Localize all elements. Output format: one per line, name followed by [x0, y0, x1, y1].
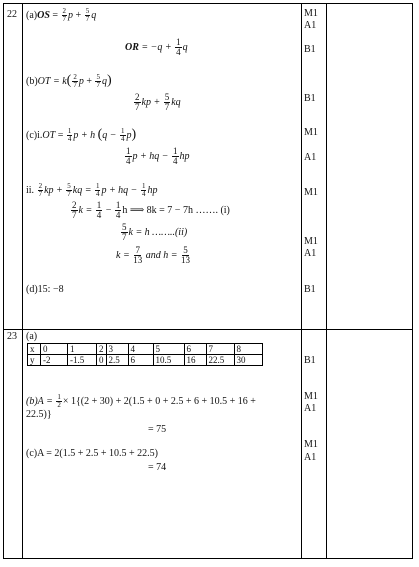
answer-22b-expanded	[133, 93, 181, 112]
numerator: 1	[67, 127, 72, 136]
term: q	[182, 41, 188, 53]
fraction	[175, 38, 182, 57]
numerator: 5	[67, 182, 71, 190]
table-cell: 10.5	[153, 355, 184, 366]
fraction	[164, 93, 171, 112]
table-row-x	[28, 344, 263, 355]
column-divider	[301, 4, 302, 558]
table-cell: -1.5	[68, 355, 97, 366]
fraction	[56, 394, 62, 409]
term: k =	[116, 249, 130, 261]
fraction	[38, 183, 44, 198]
operator: +	[86, 76, 92, 87]
term: = −q +	[141, 41, 172, 53]
term: q −	[102, 130, 117, 141]
table-cell: 7	[206, 344, 234, 355]
term: p	[68, 9, 74, 21]
fraction	[96, 201, 103, 220]
vector-label: OT	[37, 76, 51, 87]
denominator: 13	[180, 255, 190, 265]
numerator: 5	[164, 92, 170, 102]
denominator: 2	[57, 401, 61, 409]
numerator: 1	[173, 146, 178, 156]
equation-ii	[120, 223, 187, 242]
numerator: 2	[62, 7, 67, 15]
denominator: 4	[126, 156, 131, 166]
term: kp +	[44, 184, 63, 196]
table-cell: y	[28, 355, 41, 366]
term: kq =	[72, 184, 92, 196]
fraction	[72, 74, 78, 89]
denominator: 7	[164, 102, 170, 112]
fraction	[181, 246, 190, 265]
term: (b)A =	[26, 395, 53, 407]
fraction	[66, 183, 72, 198]
answer-22b: (b)OT = k( $\frac{2}{7}$ p + $\frac{5}{7}$ q)	[26, 73, 112, 90]
operator: −	[105, 204, 112, 216]
denominator: 4	[96, 210, 102, 220]
table-cell: -2	[41, 355, 68, 366]
row-divider	[4, 329, 412, 330]
fraction	[67, 128, 73, 143]
denominator: 4	[67, 135, 72, 144]
term: hp	[147, 184, 158, 196]
table-cell: 2.5	[106, 355, 128, 366]
table-cell: 0	[41, 344, 68, 355]
mark: A1	[304, 403, 317, 414]
numerator: 7	[135, 245, 140, 255]
table-cell: 8	[234, 344, 262, 355]
term: q	[101, 76, 107, 87]
answer-22c-i: (c)i.OT = $\frac{1}{4}$ p + h (q − $\frac{1}{4}$ p)	[26, 127, 137, 144]
denominator: 7	[62, 15, 67, 23]
mark: A1	[304, 152, 317, 163]
operator: +	[75, 9, 82, 21]
table-cell: 3	[106, 344, 128, 355]
term: q	[91, 9, 97, 21]
part-label: (c)i.	[26, 130, 43, 141]
term: p	[126, 130, 132, 141]
numerator: 2	[135, 92, 140, 102]
term: kp +	[141, 96, 161, 108]
table-cell: x	[28, 344, 41, 355]
table-cell: 6	[184, 344, 206, 355]
answer-22-or	[125, 38, 188, 57]
mark: A1	[304, 452, 317, 463]
term: p + hq −	[132, 150, 169, 162]
answer-23c: (c)A = 2(1.5 + 2.5 + 10.5 + 22.5)	[26, 448, 158, 459]
table-cell: 0	[97, 355, 107, 366]
mark: M1	[304, 236, 318, 247]
denominator: 4	[95, 190, 100, 198]
fraction	[121, 223, 128, 242]
denominator: 13	[133, 255, 143, 265]
mark: M1	[304, 187, 318, 198]
numerator: 5	[122, 222, 127, 232]
table-cell: 30	[234, 355, 262, 366]
equals: =	[52, 9, 59, 21]
table-cell: 1	[68, 344, 97, 355]
mark: M1	[304, 8, 318, 19]
mark: M1	[304, 127, 318, 138]
numerator: 1	[121, 127, 125, 136]
fraction	[95, 183, 101, 198]
answer-22c-ii	[26, 183, 157, 198]
numerator: 5	[96, 73, 100, 82]
denominator: 4	[176, 47, 181, 57]
denominator: 4	[173, 156, 178, 166]
numerator: 2	[73, 73, 77, 82]
fraction	[62, 8, 68, 23]
mark: B1	[304, 93, 316, 104]
question-number: 23	[7, 331, 17, 342]
denominator: 7	[85, 15, 90, 23]
answer-22c-expanded	[124, 147, 190, 166]
denominator: 7	[72, 210, 77, 220]
mark: M1	[304, 439, 318, 450]
term: k = h ……..(ii)	[128, 226, 188, 238]
term: p + hq −	[101, 184, 138, 196]
vector-label: OS	[37, 9, 50, 21]
table-cell: 4	[128, 344, 153, 355]
part-label: ii.	[26, 184, 35, 196]
fraction	[125, 147, 132, 166]
table-cell: 22.5	[206, 355, 234, 366]
numerator: 2	[72, 200, 77, 210]
answer-23b-result: = 75	[148, 424, 167, 435]
equation-i	[70, 201, 230, 220]
denominator: 7	[96, 81, 100, 90]
answer-22a	[26, 8, 96, 23]
denominator: 4	[115, 210, 121, 220]
denominator: 7	[73, 81, 77, 90]
fraction	[85, 8, 91, 23]
numerator: 2	[38, 182, 43, 190]
term: = k	[52, 76, 67, 87]
numerator: 1	[115, 200, 121, 210]
numerator: 1	[141, 182, 146, 190]
mark: B1	[304, 284, 316, 295]
term: and h =	[145, 249, 178, 261]
column-divider	[22, 4, 23, 558]
fraction	[133, 246, 142, 265]
answer-23c-result: = 74	[148, 462, 167, 473]
numerator: 1	[57, 393, 61, 401]
numerator: 5	[183, 245, 188, 255]
vector-label: OT	[42, 130, 56, 141]
denominator: 7	[38, 190, 43, 198]
column-divider	[326, 4, 327, 558]
term: k =	[78, 204, 93, 216]
mark: B1	[304, 44, 316, 55]
denominator: 7	[67, 190, 71, 198]
term: kq	[171, 96, 181, 108]
table-row-y	[28, 355, 263, 366]
numerator: 1	[176, 37, 181, 47]
mark: M1	[304, 391, 318, 402]
fraction	[134, 93, 141, 112]
table-cell: 2	[97, 344, 107, 355]
values-table	[27, 343, 263, 366]
fraction	[115, 201, 122, 220]
question-number: 22	[7, 9, 17, 20]
term: × 1{(2 + 30) + 2(1.5 + 0 + 2.5 + 6 + 10.5 + 16 +	[62, 395, 256, 407]
vector-label: OR	[125, 41, 139, 53]
numerator: 5	[85, 7, 90, 15]
fraction	[141, 183, 147, 198]
table-cell: 16	[184, 355, 206, 366]
fraction	[71, 201, 78, 220]
fraction	[172, 147, 179, 166]
denominator: 7	[122, 232, 127, 242]
numerator: 1	[126, 146, 131, 156]
table-cell: 5	[153, 344, 184, 355]
mark: A1	[304, 20, 317, 31]
part-label: (a)	[26, 331, 38, 342]
equals: =	[57, 130, 64, 141]
fraction	[120, 128, 126, 143]
answer-22d: (d)15: −8	[26, 284, 64, 295]
term: p	[78, 76, 84, 87]
mark: A1	[304, 248, 317, 259]
solution-k-h	[116, 246, 191, 265]
numerator: 1	[95, 182, 100, 190]
term: h ⟹ 8k = 7 − 7h ……. (i)	[122, 204, 230, 216]
denominator: 7	[135, 102, 140, 112]
answer-23b	[26, 394, 256, 409]
term: hp	[179, 150, 190, 162]
part-label: (b)	[26, 76, 38, 87]
numerator: 1	[96, 200, 102, 210]
denominator: 4	[141, 190, 146, 198]
answer-23b-cont: 22.5)}	[26, 409, 52, 420]
fraction	[95, 74, 101, 89]
term: p + h	[73, 130, 96, 141]
mark: B1	[304, 355, 316, 366]
denominator: 4	[121, 135, 125, 144]
table-cell: 6	[128, 355, 153, 366]
part-label: (a)	[26, 9, 38, 21]
